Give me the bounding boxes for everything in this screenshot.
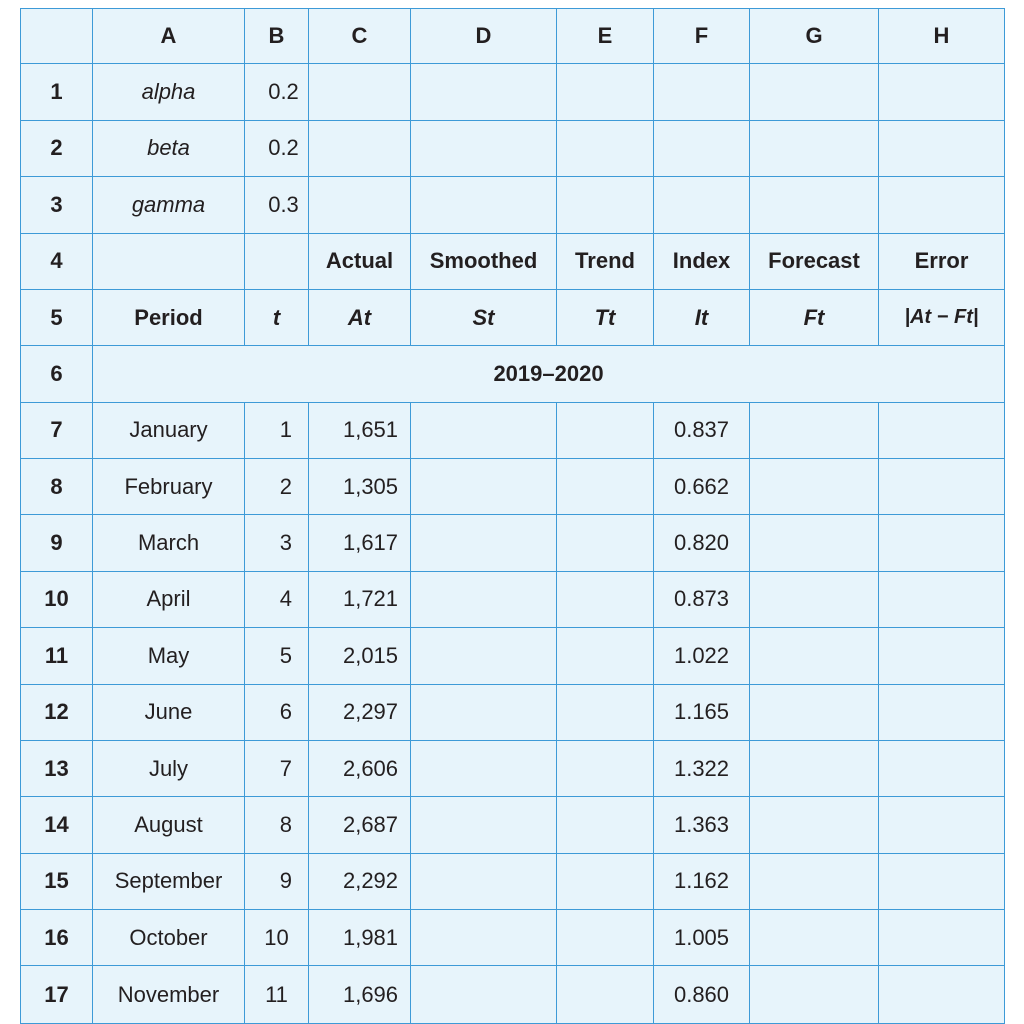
cell-label-actual[interactable]: Actual xyxy=(309,233,411,289)
table-row xyxy=(21,740,1005,796)
cell-smoothed[interactable] xyxy=(411,515,557,571)
row-header[interactable]: 11 xyxy=(21,628,93,684)
row-header[interactable]: 12 xyxy=(21,684,93,740)
cell[interactable] xyxy=(654,177,750,233)
cell-index[interactable]: 1.022 xyxy=(654,628,750,684)
cell[interactable] xyxy=(879,120,1005,176)
table-row xyxy=(21,628,1005,684)
cell-index[interactable]: 0.837 xyxy=(654,402,750,458)
cell-symbol-at[interactable]: At xyxy=(309,289,411,345)
cell-symbol-tt[interactable]: Tt xyxy=(557,289,654,345)
cell-smoothed[interactable] xyxy=(411,571,557,627)
cell-forecast[interactable] xyxy=(750,459,879,515)
row-header[interactable]: 4 xyxy=(21,233,93,289)
cell-trend[interactable] xyxy=(557,628,654,684)
row-header[interactable]: 7 xyxy=(21,402,93,458)
cell-period[interactable]: May xyxy=(93,628,245,684)
cell-t[interactable]: 11 xyxy=(245,966,309,1024)
row-header[interactable]: 2 xyxy=(21,120,93,176)
cell-actual[interactable]: 1,721 xyxy=(309,571,411,627)
table-row xyxy=(21,853,1005,909)
table-row xyxy=(21,684,1005,740)
row-header[interactable]: 3 xyxy=(21,177,93,233)
cell[interactable] xyxy=(411,64,557,120)
cell-t[interactable]: 2 xyxy=(245,459,309,515)
cell-smoothed[interactable] xyxy=(411,402,557,458)
cell-t[interactable]: 6 xyxy=(245,684,309,740)
sheet-row xyxy=(21,177,1005,233)
cell-index[interactable]: 0.662 xyxy=(654,459,750,515)
table-row xyxy=(21,797,1005,853)
row-header[interactable]: 17 xyxy=(21,966,93,1024)
cell-error[interactable] xyxy=(879,966,1005,1024)
cell-period[interactable]: March xyxy=(93,515,245,571)
cell-t[interactable]: 3 xyxy=(245,515,309,571)
cell-index[interactable]: 0.860 xyxy=(654,966,750,1024)
cell-parameter-name[interactable]: alpha xyxy=(93,64,245,120)
cell-forecast[interactable] xyxy=(750,402,879,458)
column-header-row xyxy=(21,9,1005,64)
cell[interactable] xyxy=(879,177,1005,233)
cell[interactable] xyxy=(309,177,411,233)
cell-trend[interactable] xyxy=(557,853,654,909)
cell-error[interactable] xyxy=(879,628,1005,684)
cell[interactable] xyxy=(93,233,245,289)
column-header-h[interactable]: H xyxy=(879,9,1005,64)
cell-trend[interactable] xyxy=(557,910,654,966)
table-row xyxy=(21,459,1005,515)
cell-actual[interactable]: 2,292 xyxy=(309,853,411,909)
sheet-row xyxy=(21,64,1005,120)
cell-index[interactable]: 1.322 xyxy=(654,740,750,796)
cell-forecast[interactable] xyxy=(750,740,879,796)
cell-actual[interactable]: 2,687 xyxy=(309,797,411,853)
cell[interactable] xyxy=(557,177,654,233)
cell-smoothed[interactable] xyxy=(411,628,557,684)
cell-actual[interactable]: 2,297 xyxy=(309,684,411,740)
cell[interactable] xyxy=(245,233,309,289)
cell-label-error[interactable]: Error xyxy=(879,233,1005,289)
cell-smoothed[interactable] xyxy=(411,966,557,1024)
cell-smoothed[interactable] xyxy=(411,853,557,909)
row-header[interactable]: 14 xyxy=(21,797,93,853)
cell-label-index[interactable]: Index xyxy=(654,233,750,289)
cell[interactable] xyxy=(309,64,411,120)
cell-symbol-error[interactable]: |At − Ft| xyxy=(879,289,1005,345)
cell-error[interactable] xyxy=(879,910,1005,966)
cell-parameter-value[interactable]: 0.2 xyxy=(245,120,309,176)
cell-t[interactable]: 1 xyxy=(245,402,309,458)
cell[interactable] xyxy=(750,120,879,176)
row-header[interactable]: 6 xyxy=(21,346,93,402)
cell-forecast[interactable] xyxy=(750,684,879,740)
cell-year-label[interactable]: 2019–2020 xyxy=(93,346,1005,402)
cell-index[interactable]: 1.005 xyxy=(654,910,750,966)
cell-t[interactable]: 9 xyxy=(245,853,309,909)
cell-index[interactable]: 0.873 xyxy=(654,571,750,627)
sheet-row xyxy=(21,120,1005,176)
cell-smoothed[interactable] xyxy=(411,740,557,796)
column-header-f[interactable]: F xyxy=(654,9,750,64)
table-row xyxy=(21,571,1005,627)
cell-smoothed[interactable] xyxy=(411,684,557,740)
cell-trend[interactable] xyxy=(557,684,654,740)
cell-forecast[interactable] xyxy=(750,571,879,627)
sheet-row xyxy=(21,346,1005,402)
column-header-g[interactable]: G xyxy=(750,9,879,64)
cell-t[interactable]: 8 xyxy=(245,797,309,853)
table-row xyxy=(21,910,1005,966)
cell-label-trend[interactable]: Trend xyxy=(557,233,654,289)
row-header[interactable]: 9 xyxy=(21,515,93,571)
cell-t[interactable]: 4 xyxy=(245,571,309,627)
cell[interactable] xyxy=(654,120,750,176)
cell-parameter-value[interactable]: 0.3 xyxy=(245,177,309,233)
corner-cell[interactable] xyxy=(21,9,93,64)
cell-period[interactable]: June xyxy=(93,684,245,740)
cell-index[interactable]: 1.162 xyxy=(654,853,750,909)
row-header[interactable]: 8 xyxy=(21,459,93,515)
column-header-d[interactable]: D xyxy=(411,9,557,64)
cell[interactable] xyxy=(750,177,879,233)
row-header[interactable]: 5 xyxy=(21,289,93,345)
cell-symbol-st[interactable]: St xyxy=(411,289,557,345)
cell-error[interactable] xyxy=(879,684,1005,740)
cell-t[interactable]: 10 xyxy=(245,910,309,966)
cell-error[interactable] xyxy=(879,459,1005,515)
cell-forecast[interactable] xyxy=(750,797,879,853)
row-header[interactable]: 16 xyxy=(21,910,93,966)
cell-trend[interactable] xyxy=(557,571,654,627)
cell-smoothed[interactable] xyxy=(411,797,557,853)
cell-t[interactable]: 5 xyxy=(245,628,309,684)
cell-symbol-it[interactable]: It xyxy=(654,289,750,345)
cell-t[interactable]: 7 xyxy=(245,740,309,796)
cell-parameter-value[interactable]: 0.2 xyxy=(245,64,309,120)
cell[interactable] xyxy=(557,64,654,120)
column-header-a[interactable]: A xyxy=(93,9,245,64)
cell[interactable] xyxy=(654,64,750,120)
cell-parameter-name[interactable]: gamma xyxy=(93,177,245,233)
cell-period[interactable]: October xyxy=(93,910,245,966)
table-row xyxy=(21,966,1005,1024)
sheet-row xyxy=(21,233,1005,289)
cell-error[interactable] xyxy=(879,515,1005,571)
cell-trend[interactable] xyxy=(557,402,654,458)
cell-actual[interactable]: 1,305 xyxy=(309,459,411,515)
cell-trend[interactable] xyxy=(557,797,654,853)
cell-label-smoothed[interactable]: Smoothed xyxy=(411,233,557,289)
cell-parameter-name[interactable]: beta xyxy=(93,120,245,176)
cell-index[interactable]: 1.165 xyxy=(654,684,750,740)
cell-actual[interactable]: 2,606 xyxy=(309,740,411,796)
cell-forecast[interactable] xyxy=(750,853,879,909)
table-row xyxy=(21,402,1005,458)
cell[interactable] xyxy=(309,120,411,176)
row-header[interactable]: 13 xyxy=(21,740,93,796)
cell-actual[interactable]: 2,015 xyxy=(309,628,411,684)
cell-error[interactable] xyxy=(879,571,1005,627)
cell-smoothed[interactable] xyxy=(411,459,557,515)
cell[interactable] xyxy=(750,64,879,120)
cell-trend[interactable] xyxy=(557,966,654,1024)
table-row xyxy=(21,515,1005,571)
cell-trend[interactable] xyxy=(557,459,654,515)
column-header-b[interactable]: B xyxy=(245,9,309,64)
cell-symbol-ft[interactable]: Ft xyxy=(750,289,879,345)
cell-period[interactable]: February xyxy=(93,459,245,515)
cell-trend[interactable] xyxy=(557,740,654,796)
cell-index[interactable]: 1.363 xyxy=(654,797,750,853)
cell-period[interactable]: January xyxy=(93,402,245,458)
cell-actual[interactable]: 1,651 xyxy=(309,402,411,458)
spreadsheet-grid xyxy=(20,8,1005,1024)
cell-period[interactable]: August xyxy=(93,797,245,853)
cell-forecast[interactable] xyxy=(750,628,879,684)
cell-label-forecast[interactable]: Forecast xyxy=(750,233,879,289)
cell-label-period[interactable]: Period xyxy=(93,289,245,345)
cell-forecast[interactable] xyxy=(750,910,879,966)
cell-actual[interactable]: 1,617 xyxy=(309,515,411,571)
cell[interactable] xyxy=(557,120,654,176)
cell-forecast[interactable] xyxy=(750,966,879,1024)
row-header[interactable]: 10 xyxy=(21,571,93,627)
cell-error[interactable] xyxy=(879,853,1005,909)
cell-actual[interactable]: 1,981 xyxy=(309,910,411,966)
column-header-e[interactable]: E xyxy=(557,9,654,64)
cell-actual[interactable]: 1,696 xyxy=(309,966,411,1024)
cell-smoothed[interactable] xyxy=(411,910,557,966)
cell[interactable] xyxy=(411,177,557,233)
cell-period[interactable]: April xyxy=(93,571,245,627)
cell-forecast[interactable] xyxy=(750,515,879,571)
cell-error[interactable] xyxy=(879,797,1005,853)
cell[interactable] xyxy=(879,64,1005,120)
cell-period[interactable]: November xyxy=(93,966,245,1024)
column-header-c[interactable]: C xyxy=(309,9,411,64)
cell-index[interactable]: 0.820 xyxy=(654,515,750,571)
cell-period[interactable]: September xyxy=(93,853,245,909)
row-header[interactable]: 15 xyxy=(21,853,93,909)
row-header[interactable]: 1 xyxy=(21,64,93,120)
cell-symbol-t[interactable]: t xyxy=(245,289,309,345)
cell[interactable] xyxy=(411,120,557,176)
cell-trend[interactable] xyxy=(557,515,654,571)
cell-error[interactable] xyxy=(879,402,1005,458)
cell-period[interactable]: July xyxy=(93,740,245,796)
cell-error[interactable] xyxy=(879,740,1005,796)
sheet-row xyxy=(21,289,1005,345)
